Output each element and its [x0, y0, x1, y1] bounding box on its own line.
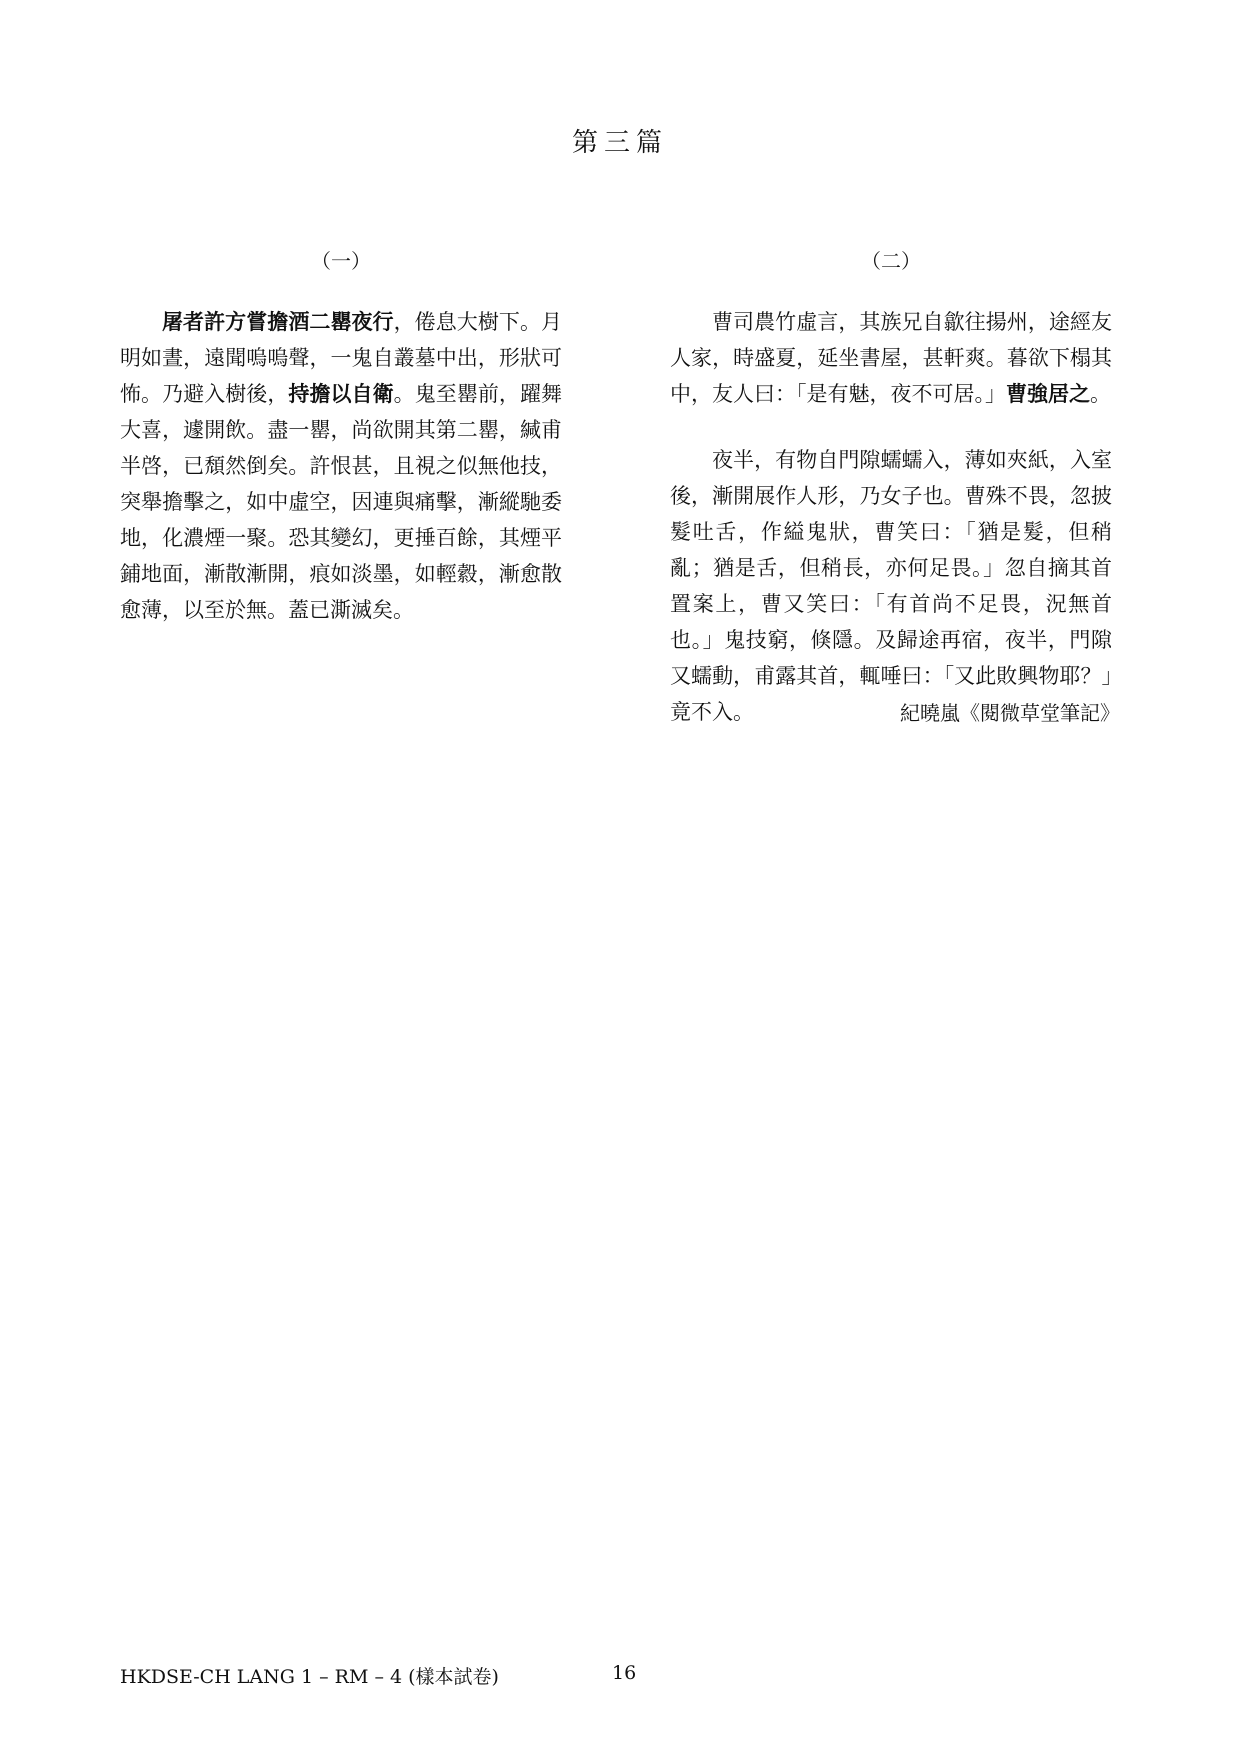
passage-two-paragraph-2 [670, 442, 1112, 730]
passage-one-run: 屠者許方嘗擔酒二罌夜行 [162, 310, 394, 334]
footer-paper-code: HKDSE-CH LANG 1 – RM – 4 (樣本試卷) [120, 1666, 499, 1688]
passage-one-paragraph [120, 304, 562, 628]
passage-two-heading: （二） [861, 249, 921, 273]
passage-two-run: 曹強居之 [1006, 382, 1090, 406]
passage-two-run: 。 [1090, 382, 1111, 406]
passage-one [120, 245, 562, 628]
passage-two-run: 曹司農竹虛言，其族兄自歙往揚州，途經友人家，時盛夏，延坐書屋，甚軒爽。暮欲下榻其中，友人曰：「是有魅，夜不可居。」 [670, 310, 1112, 406]
page-title: 第三篇 [571, 128, 668, 158]
passage-two-run: 夜半，有物自門隙蠕蠕入，薄如夾紙，入室後，漸開展作人形，乃女子也。曹殊不畏，忽披髮吐舌，作縊鬼狀，曹笑曰：「猶是髮，但稍亂；猶是舌，但稍長，亦何足畏。」忽自摘其首置案上，曹又笑曰：「有首尚不足畏，況無首也。」鬼技窮，倏隱。及歸途再宿，夜半，門隙又蠕動，甫露其首，輒唾曰：「又此敗興物耶？」竟不入。 [670, 448, 1112, 724]
passage-two-paragraph-1 [670, 304, 1112, 412]
passage-one-run: 。鬼至罌前，躍舞大喜，遽開飲。盡一罌，尚欲開其第二罌，緘甫半啓，已頹然倒矣。許恨甚，且視之似無他技，突舉擔擊之，如中虛空，因連與痛擊，漸縱馳委地，化濃煙一聚。恐其變幻，更捶百餘，其煙平鋪地面，漸散漸開，痕如淡墨，如輕縠，漸愈散愈薄，以至於無。蓋已澌滅矣。 [120, 382, 563, 622]
source-citation: 紀曉嵐《閱微草堂筆記》 [900, 701, 1120, 725]
footer-page-number: 16 [612, 1662, 637, 1684]
passage-two [670, 245, 1112, 730]
passage-one-run: 持擔以自衛 [288, 382, 394, 406]
passage-one-heading: （一） [311, 249, 371, 273]
passage-one-run: ，倦息大樹下。月明如晝，遠聞嗚嗚聲，一鬼自叢墓中出，形狀可怖。乃避入樹後， [120, 310, 563, 406]
